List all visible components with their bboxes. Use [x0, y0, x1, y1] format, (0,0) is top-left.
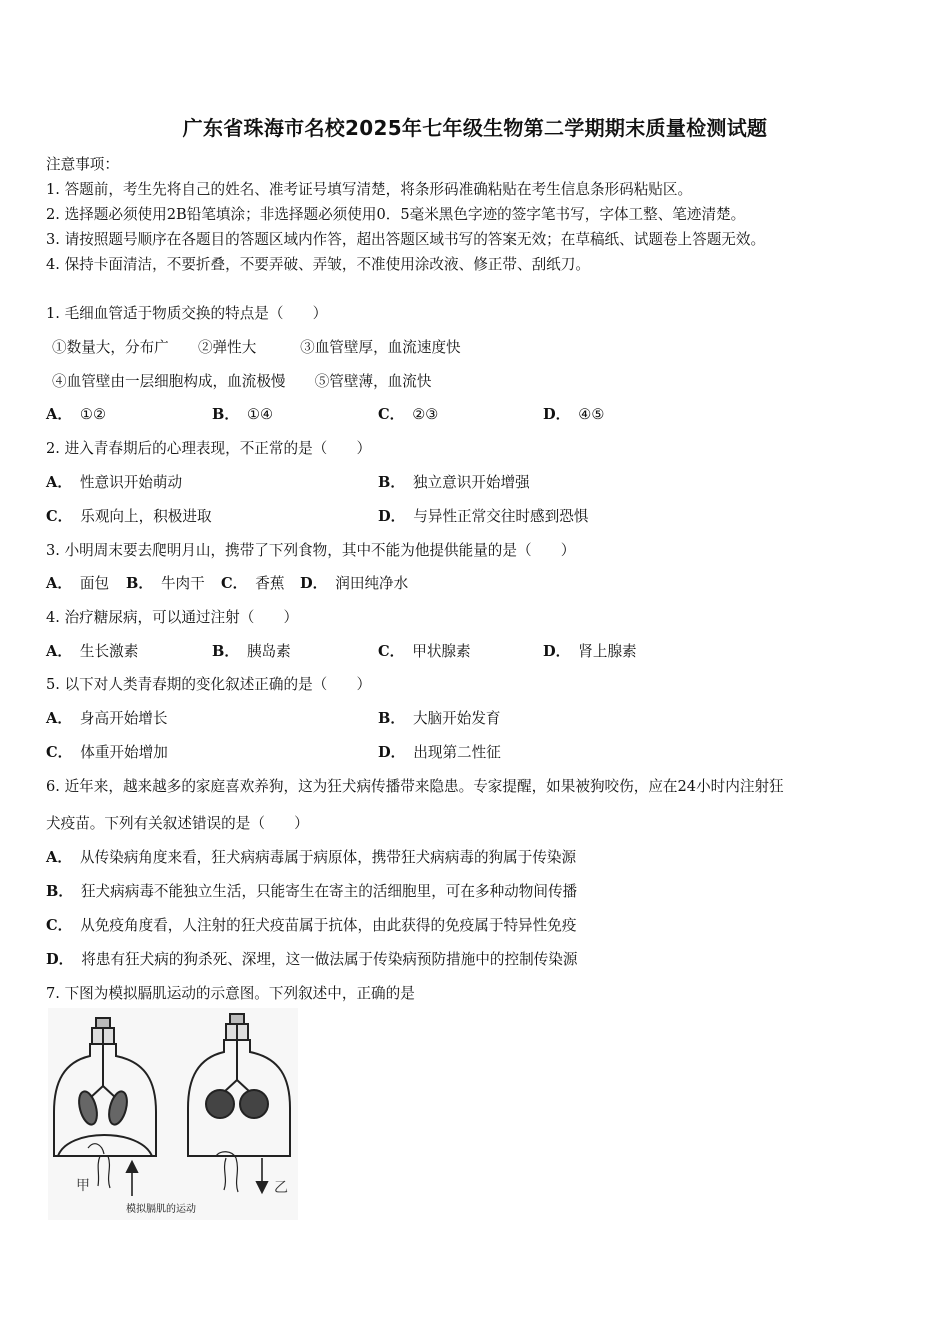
question-4-option-c[interactable]: C． 甲状腺素 — [378, 643, 471, 660]
question-2-option-c[interactable]: C． 乐观向上，积极进取 — [46, 508, 212, 525]
question-3-option-c[interactable]: C． 香蕉 — [221, 575, 285, 592]
question-4-stem: 4. 治疗糖尿病，可以通过注射（ ） — [46, 609, 299, 626]
question-2-stem: 2. 进入青春期后的心理表现，不正常的是（ ） — [46, 440, 372, 457]
question-5-option-d[interactable]: D． 出现第二性征 — [378, 744, 501, 761]
question-3-option-b[interactable]: B． 牛肉干 — [126, 575, 205, 592]
bell-jar-diagram — [48, 1008, 298, 1220]
label-left: 甲 — [76, 1178, 90, 1194]
question-1-option-b[interactable]: B． ①④ — [212, 406, 274, 423]
question-5-option-a[interactable]: A． 身高开始增长 — [46, 710, 168, 727]
notice-item-2: 2. 选择题必须使用2B铅笔填涂；非选择题必须使用0．5毫米黑色字迹的签字笔书写，字体工整、笔迹清楚。 — [46, 206, 746, 223]
question-1-option-a[interactable]: A． ①② — [46, 406, 107, 423]
question-7-stem: 7. 下图为模拟膈肌运动的示意图。下列叙述中，正确的是 — [46, 985, 415, 1002]
label-right: 乙 — [274, 1180, 288, 1196]
question-4-option-b[interactable]: B． 胰岛素 — [212, 643, 291, 660]
notice-heading: 注意事项： — [46, 156, 119, 173]
question-6-stem-line1: 6. 近年来，越来越多的家庭喜欢养狗，这为狂犬病传播带来隐患。专家提醒，如果被狗咬伤，应在24小时内注射狂 — [46, 778, 784, 795]
question-6-stem-line2: 犬疫苗。下列有关叙述错误的是（ ） — [46, 815, 309, 832]
question-6-option-a[interactable]: A． 从传染病角度来看，狂犬病病毒属于病原体，携带狂犬病病毒的狗属于传染源 — [46, 849, 577, 866]
notice-item-1: 1. 答题前，考生先将自己的姓名、准考证号填写清楚，将条形码准确粘贴在考生信息条形码粘贴区。 — [46, 181, 693, 198]
page-title: 广东省珠海市名校2025年七年级生物第二学期期末质量检测试题 — [182, 116, 768, 140]
question-1-items-row1: ①数量大，分布广 ②弹性大 ③血管壁厚，血流速度快 — [52, 339, 461, 356]
question-5-option-c[interactable]: C． 体重开始增加 — [46, 744, 168, 761]
question-6-option-d[interactable]: D． 将患有狂犬病的狗杀死、深埋，这一做法属于传染病预防措施中的控制传染源 — [46, 951, 578, 968]
diaphragm-model-figure — [48, 1008, 298, 1220]
question-1-option-d[interactable]: D． ④⑤ — [543, 406, 605, 423]
question-5-stem: 5. 以下对人类青春期的变化叙述正确的是（ ） — [46, 676, 372, 693]
question-3-stem: 3. 小明周末要去爬明月山，携带了下列食物，其中不能为他提供能量的是（ ） — [46, 542, 576, 559]
question-4-option-d[interactable]: D． 肾上腺素 — [543, 643, 637, 660]
question-1-option-c[interactable]: C． ②③ — [378, 406, 439, 423]
question-3-option-a[interactable]: A． 面包 — [46, 575, 110, 592]
question-6-option-c[interactable]: C． 从免疫角度看，人注射的狂犬疫苗属于抗体，由此获得的免疫属于特异性免疫 — [46, 917, 577, 934]
question-2-option-a[interactable]: A． 性意识开始萌动 — [46, 474, 183, 491]
question-4-option-a[interactable]: A． 生长激素 — [46, 643, 139, 660]
figure-caption: 模拟膈肌的运动 — [126, 1204, 196, 1215]
question-1-stem: 1. 毛细血管适于物质交换的特点是（ ） — [46, 305, 328, 322]
question-2-option-b[interactable]: B． 独立意识开始增强 — [378, 474, 530, 491]
question-1-items-row2: ④血管壁由一层细胞构成，血流极慢 ⑤管壁薄，血流快 — [52, 373, 432, 390]
question-6-option-b[interactable]: B． 狂犬病病毒不能独立生活，只能寄生在寄主的活细胞里，可在多种动物间传播 — [46, 883, 578, 900]
question-5-option-b[interactable]: B． 大脑开始发育 — [378, 710, 501, 727]
question-3-option-d[interactable]: D． 润田纯净水 — [300, 575, 409, 592]
question-2-option-d[interactable]: D． 与异性正常交往时感到恐惧 — [378, 508, 589, 525]
notice-item-3: 3. 请按照题号顺序在各题目的答题区域内作答，超出答题区域书写的答案无效；在草稿纸、试题卷上答题无效。 — [46, 231, 766, 248]
notice-item-4: 4. 保持卡面清洁，不要折叠，不要弄破、弄皱，不准使用涂改液、修正带、刮纸刀。 — [46, 256, 590, 273]
